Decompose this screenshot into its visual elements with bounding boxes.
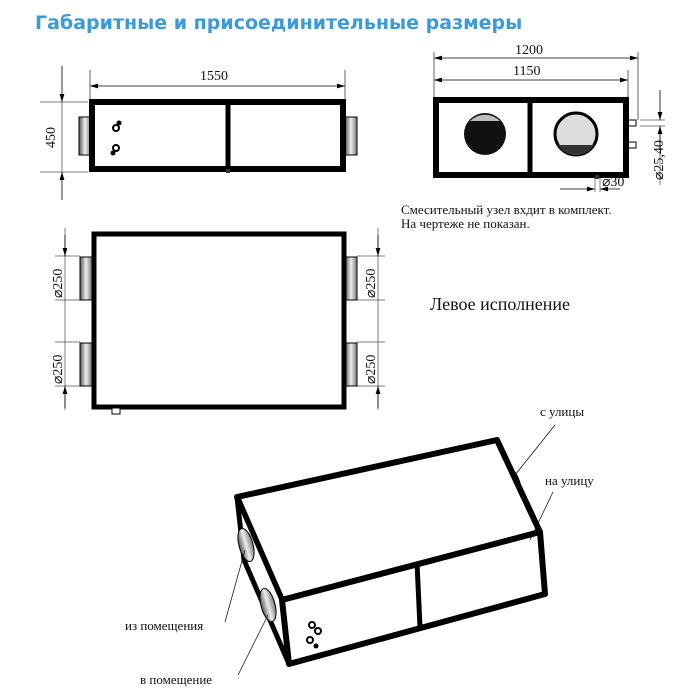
front-view — [40, 66, 357, 200]
height-dimension: 450 — [44, 127, 59, 148]
outer-width-dimension: 1200 — [515, 43, 543, 58]
pipe-diameter-dimension: ⌀25,40 — [652, 140, 667, 180]
variant-label: Левое исполнение — [430, 294, 571, 314]
port-dimension-right-upper: ⌀250 — [364, 268, 379, 298]
isometric-view — [125, 404, 594, 687]
port-dimension-left-upper: ⌀250 — [51, 268, 66, 298]
note-line-1: Смесительный узел вхдит в комплект. — [401, 202, 612, 217]
page-title: Габаритные и присоединительные размеры — [35, 12, 523, 34]
length-dimension: 1550 — [200, 69, 228, 84]
note-line-2: На чертеже не показан. — [401, 216, 530, 231]
label-to-room: в помещение — [140, 672, 213, 687]
port-dimension-right-lower: ⌀250 — [364, 354, 379, 384]
top-view — [51, 228, 385, 414]
label-from-room: из помещения — [125, 618, 204, 633]
port-dimension-left-lower: ⌀250 — [51, 354, 66, 384]
drain-diameter-dimension: ⌀30 — [602, 175, 625, 190]
side-view — [434, 43, 667, 192]
label-from-street: с улицы — [540, 404, 585, 419]
label-to-street: на улицу — [545, 473, 594, 488]
inner-width-dimension: 1150 — [513, 64, 541, 79]
